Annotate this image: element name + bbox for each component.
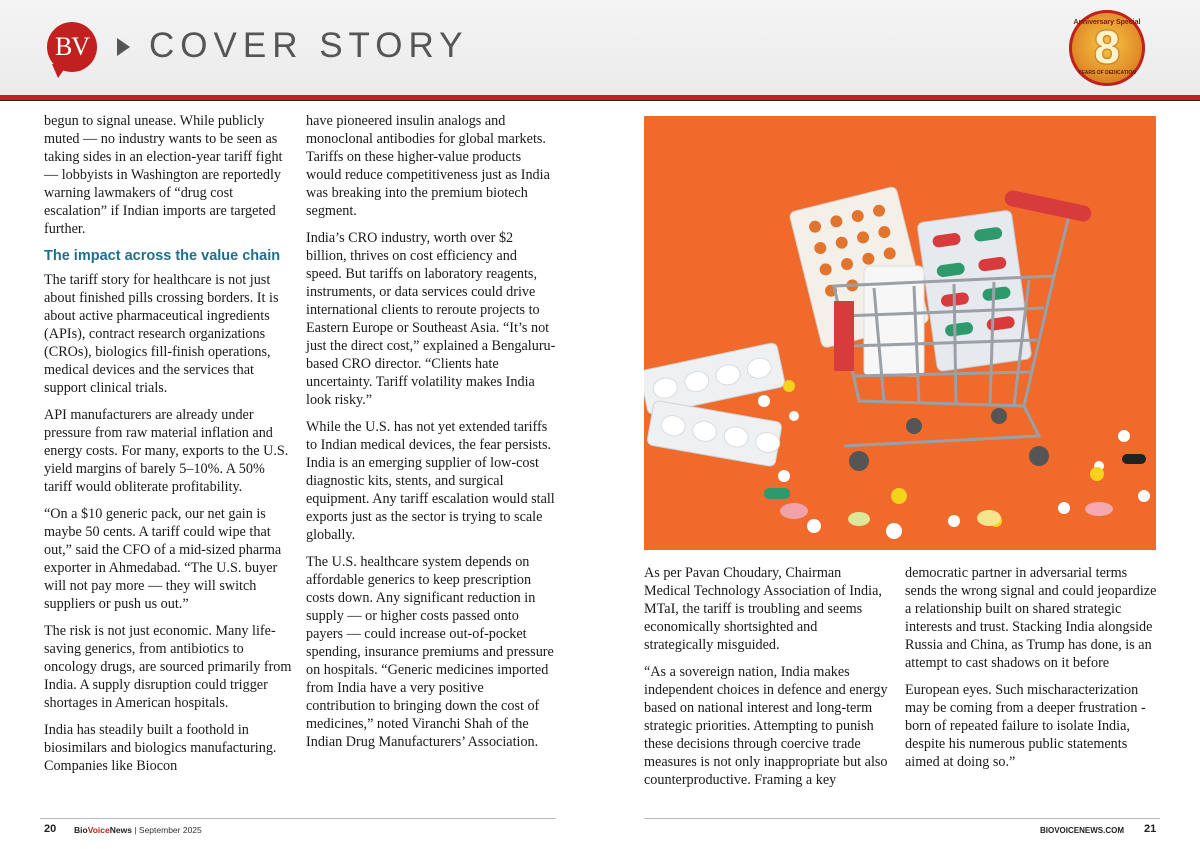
badge-number: 8 — [1094, 21, 1120, 73]
logo-tail — [52, 64, 68, 78]
play-arrow-icon — [117, 38, 130, 56]
paragraph: India’s CRO industry, worth over $2 billion, thrives on cost efficiency and speed. But tariffs on laboratory reagents, instruments, or data services could drive international clients to reroute projects to Eastern Europe or Southeast Asia. “It’s not just the direct cost,” explained a Bengaluru-based CRO director. “Clients hate uncertainty. Tariff volatility makes India look risky.” — [306, 230, 556, 408]
footer-rule-left — [40, 818, 556, 819]
paragraph: The tariff story for healthcare is not just about finished pills crossing borders. It is about active pharmaceutical ingredients (APIs), contract research organizations (CROs), biologics fill-finish operations, medical devices and the services that support clinical trials. — [44, 272, 279, 396]
anniversary-badge — [1069, 10, 1145, 86]
footer-brand-right: BIOVOICENEWS.COM — [1040, 826, 1125, 835]
paragraph: The risk is not just economic. Many life-saving generics, from antibiotics to oncology drugs, are sourced primarily from India. A supply disruption could trigger shortages in American hospitals. — [44, 623, 292, 711]
biovoice-logo: BV — [47, 22, 97, 72]
footer-brand-left: BioVoiceNews | September 2025 — [74, 825, 202, 835]
paragraph: “As a sovereign nation, India makes independent choices in defence and energy based on national interest and long-term strategic priorities. Attempting to punish these decisions through coercive trade measures is not only inappropriate but also counterproductive. Framing a key — [644, 664, 888, 788]
badge-bottom-text: YEARS OF DEDICATION — [1078, 70, 1136, 76]
shopping-cart-pills-photo — [644, 116, 1156, 550]
paragraph: API manufacturers are already under pressure from raw material inflation and energy costs. For many, exports to the U.S. yield margins of barely 5–10%. A 50% tariff would obliterate profitability. — [44, 407, 289, 495]
badge-top-text: Anniversary Special — [1073, 19, 1141, 26]
paragraph: “On a $10 generic pack, our net gain is maybe 50 cents. A tariff could wipe that out,” said the CFO of a mid-sized pharma exporter in Ahmedabad. “The U.S. buyer will not pay more — they will switch suppliers or push us out.” — [44, 506, 282, 612]
footer-rule-right — [644, 818, 1160, 819]
paragraph: begun to signal unease. While publicly muted — no industry wants to be seen as taking sides in an election-year tariff fight — lobbyists in Washington are reportedly warning lawmakers of “drug cost escalation” if Indian imports are targeted further. — [44, 113, 283, 237]
issue-date: | September 2025 — [131, 825, 202, 835]
paragraph: have pioneered insulin analogs and monoclonal antibodies for global markets. Tariffs on these higher-value products would reduce competitiveness just as India was breaking into the premium biotech segment. — [306, 113, 550, 219]
paragraph: The U.S. healthcare system depends on affordable generics to keep prescription costs down. Any significant reduction in supply — or higher costs passed onto payers — could increase out-of-pocket spending, insurance premiums and pressure on hospitals. “Generic medicines imported from India have a very positive contribution to bringing down the cost of medicines,” noted Viranchi Shah of the Indian Drug Manufacturers’ Association. — [306, 554, 554, 750]
paragraph: While the U.S. has not yet extended tariffs to Indian medical devices, the fear persists. India is an emerging supplier of low-cost diagnostic kits, stents, and surgical equipment. Any tariff escalation would stall exports just as the sector is trying to scale globally. — [306, 419, 555, 543]
header-rule-dark — [0, 100, 1200, 101]
article-column-4 — [905, 564, 1161, 780]
paragraph: democratic partner in adversarial terms sends the wrong signal and could jeopardize a relationship built on shared strategic interests and trust. Stacking India alongside Russia and China, as Trump has done, is an attempt to cast shadows on it before — [905, 565, 1157, 671]
article-column-2 — [306, 112, 556, 760]
article-column-1 — [44, 112, 296, 784]
article-column-3 — [644, 564, 890, 798]
paragraph: India has steadily built a foothold in biosimilars and biologics manufacturing. Companies like Biocon — [44, 722, 277, 774]
paragraph: European eyes. Such mischaracterization may be coming from a deeper frustration - born of repeated failure to isolate India, despite his numerous public statements aimed at doing so.” — [905, 682, 1146, 770]
page-number-left: 20 — [44, 823, 57, 835]
subheading: The impact across the value chain — [44, 248, 281, 264]
cart-illustration — [644, 116, 1156, 550]
page-number-right: 21 — [1144, 823, 1157, 835]
section-title: COVER STORY — [149, 26, 469, 65]
paragraph: As per Pavan Choudary, Chairman Medical Technology Association of India, MTaI, the tariff is troubling and seems economically shortsighted and strategically misguided. — [644, 565, 882, 653]
